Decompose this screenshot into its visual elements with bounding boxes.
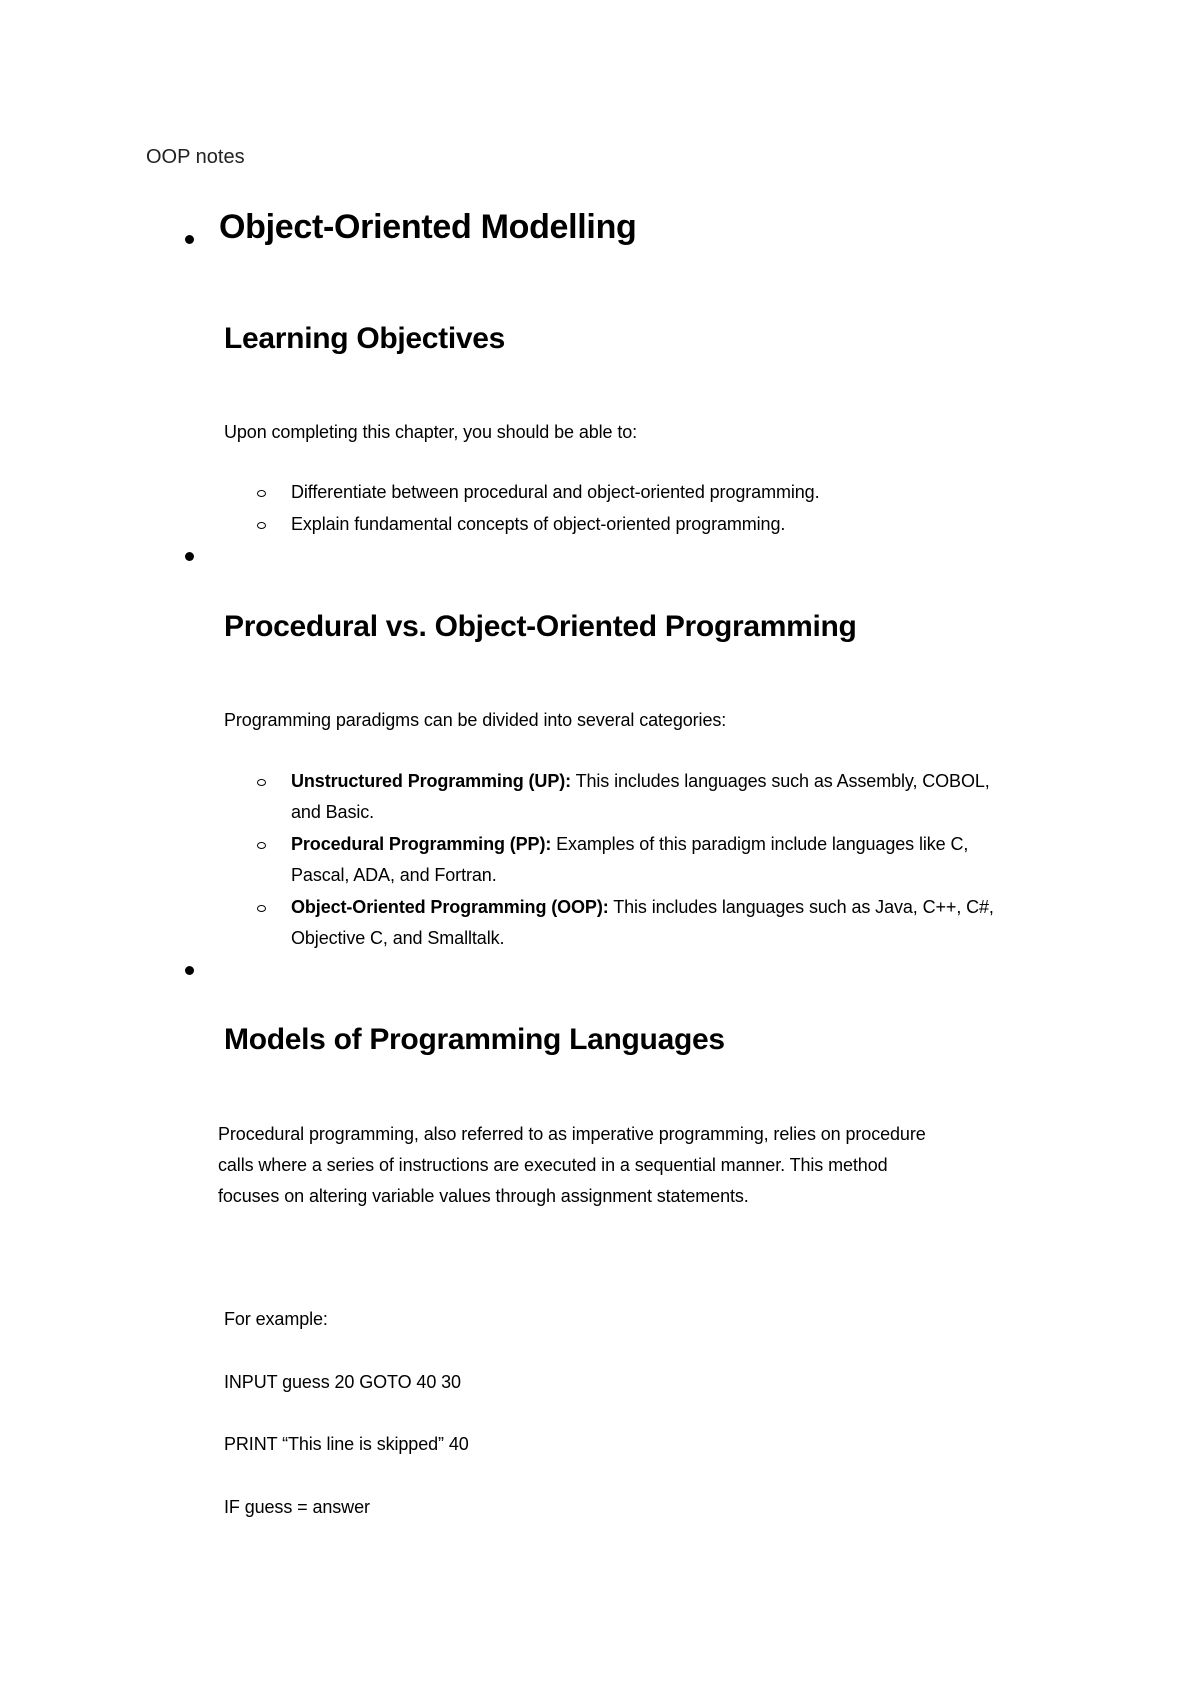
sub-bullet-icon [257,905,266,912]
paradigm-term: Procedural Programming (PP): [291,834,552,854]
paradigm-description-continued: Pascal, ADA, and Fortran. [291,865,497,885]
bullet-icon [185,552,194,561]
paragraph-line: focuses on altering variable values through assignment statements. [218,1186,749,1206]
code-line: INPUT guess 20 GOTO 40 30 [224,1372,461,1392]
paradigm-item [291,771,990,792]
objective-item: Differentiate between procedural and object-oriented programming. [291,482,820,502]
paragraph-line: calls where a series of instructions are executed in a sequential manner. This method [218,1155,888,1175]
sub-bullet-icon [257,842,266,849]
paradigm-description: This includes languages such as Assembly, COBOL, [571,771,990,791]
example-label: For example: [224,1309,328,1329]
paradigm-description: Examples of this paradigm include languages like C, [551,834,969,854]
paradigm-term: Unstructured Programming (UP): [291,771,572,791]
paradigm-description: This includes languages such as Java, C++, C#, [608,897,994,917]
sub-bullet-icon [257,522,266,529]
bullet-icon [185,235,194,244]
paradigm-description-continued: Objective C, and Smalltalk. [291,928,505,948]
section-heading-models-of-programming-languages: Models of Programming Languages [224,1023,725,1056]
section-heading-procedural-vs-oop: Procedural vs. Object-Oriented Programming [224,610,857,643]
section-heading-object-oriented-modelling: Object-Oriented Modelling [219,208,637,246]
code-line: PRINT “This line is skipped” 40 [224,1434,469,1454]
paradigms-intro: Programming paradigms can be divided into several categories: [224,710,727,730]
paragraph-line: Procedural programming, also referred to as imperative programming, relies on procedure [218,1124,926,1144]
paradigm-item [291,897,994,918]
code-line: IF guess = answer [224,1497,370,1517]
subheading-learning-objectives: Learning Objectives [224,322,506,355]
paradigm-description-continued: and Basic. [291,802,375,822]
bullet-icon [185,966,194,975]
objectives-intro: Upon completing this chapter, you should be able to: [224,422,638,442]
sub-bullet-icon [257,779,266,786]
sub-bullet-icon [257,490,266,497]
document-title: OOP notes [146,146,245,168]
objective-item: Explain fundamental concepts of object-oriented programming. [291,514,786,534]
paradigm-item [291,834,968,855]
paradigm-term: Object-Oriented Programming (OOP): [291,897,609,917]
